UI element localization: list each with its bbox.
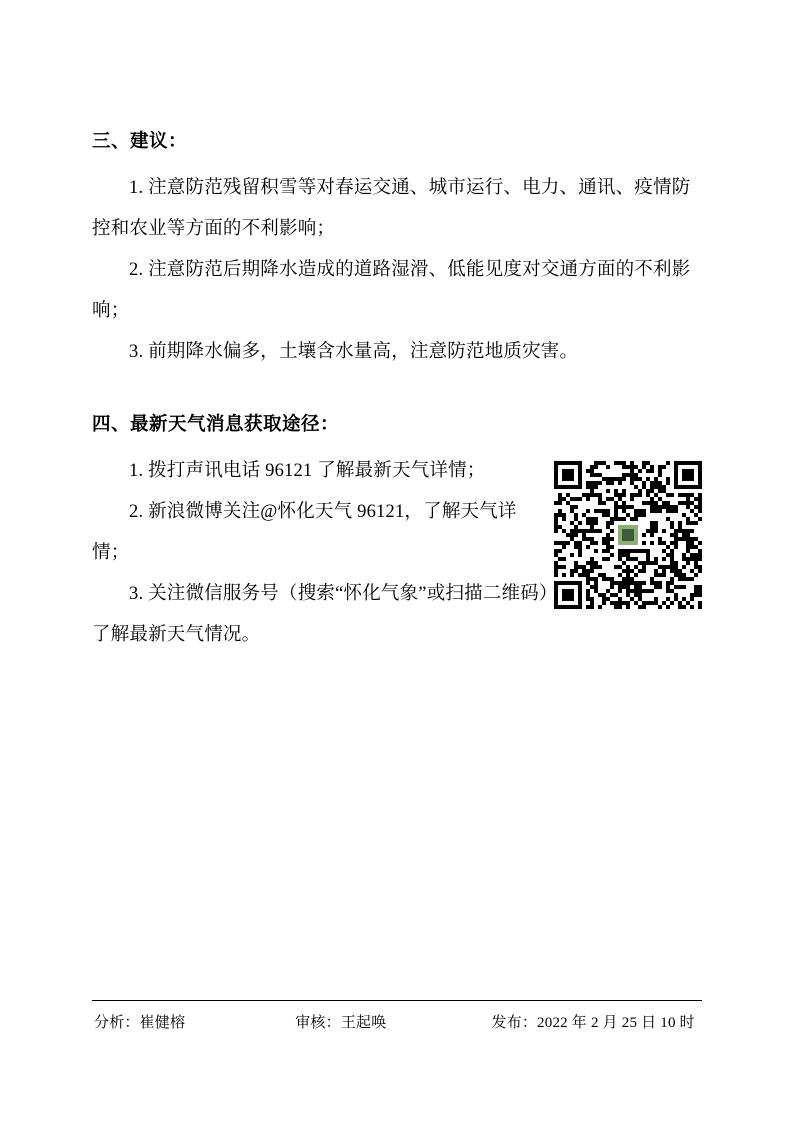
section-spacer (92, 373, 702, 411)
footer-release-label: 发布： (491, 1015, 538, 1031)
paragraph-channel-3: 3. 关注微信服务号（搜索“怀化气象”或扫描二维码）了解最新天气情况。 (92, 583, 549, 645)
paragraph-channel-1: 1. 拨打声讯电话 96121 了解最新天气详情； (129, 460, 486, 481)
footer-review (295, 1011, 386, 1032)
document-body (92, 128, 702, 656)
paragraph-channel-2: 2. 新浪微博关注@怀化天气 96121，了解天气详情； (92, 501, 517, 563)
paragraph-suggestion-1: 1. 注意防范残留积雪等对春运交通、城市运行、电力、通讯、疫情防控和农业等方面的不利影响； (92, 177, 691, 239)
paragraph-suggestion-3: 3. 前期降水偏多，土壤含水量高，注意防范地质灾害。 (129, 341, 579, 362)
weather-channels-block (92, 451, 702, 656)
footer-analysis (94, 1011, 185, 1032)
document-footer (92, 1000, 702, 1032)
footer-analysis-value: 崔健榕 (139, 1015, 186, 1031)
qr-code-image[interactable] (554, 461, 702, 609)
footer-credits-row (92, 1011, 702, 1032)
section-heading-suggestions: 三、建议： (92, 131, 188, 152)
footer-divider (92, 1000, 702, 1001)
footer-analysis-label: 分析： (94, 1015, 140, 1031)
footer-release (491, 1011, 694, 1032)
section-heading-weather-channels: 四、最新天气消息获取途径： (92, 413, 340, 435)
weather-channels-text (92, 451, 552, 656)
qr-code-container[interactable] (554, 461, 702, 609)
paragraph-suggestion-2: 2. 注意防范后期降水造成的道路湿滑、低能见度对交通方面的不利影响； (92, 259, 691, 321)
footer-release-value: 2022 年 2 月 25 日 10 时 (537, 1015, 695, 1031)
footer-review-value: 王起唤 (340, 1015, 387, 1031)
footer-review-label: 审核： (295, 1015, 341, 1031)
